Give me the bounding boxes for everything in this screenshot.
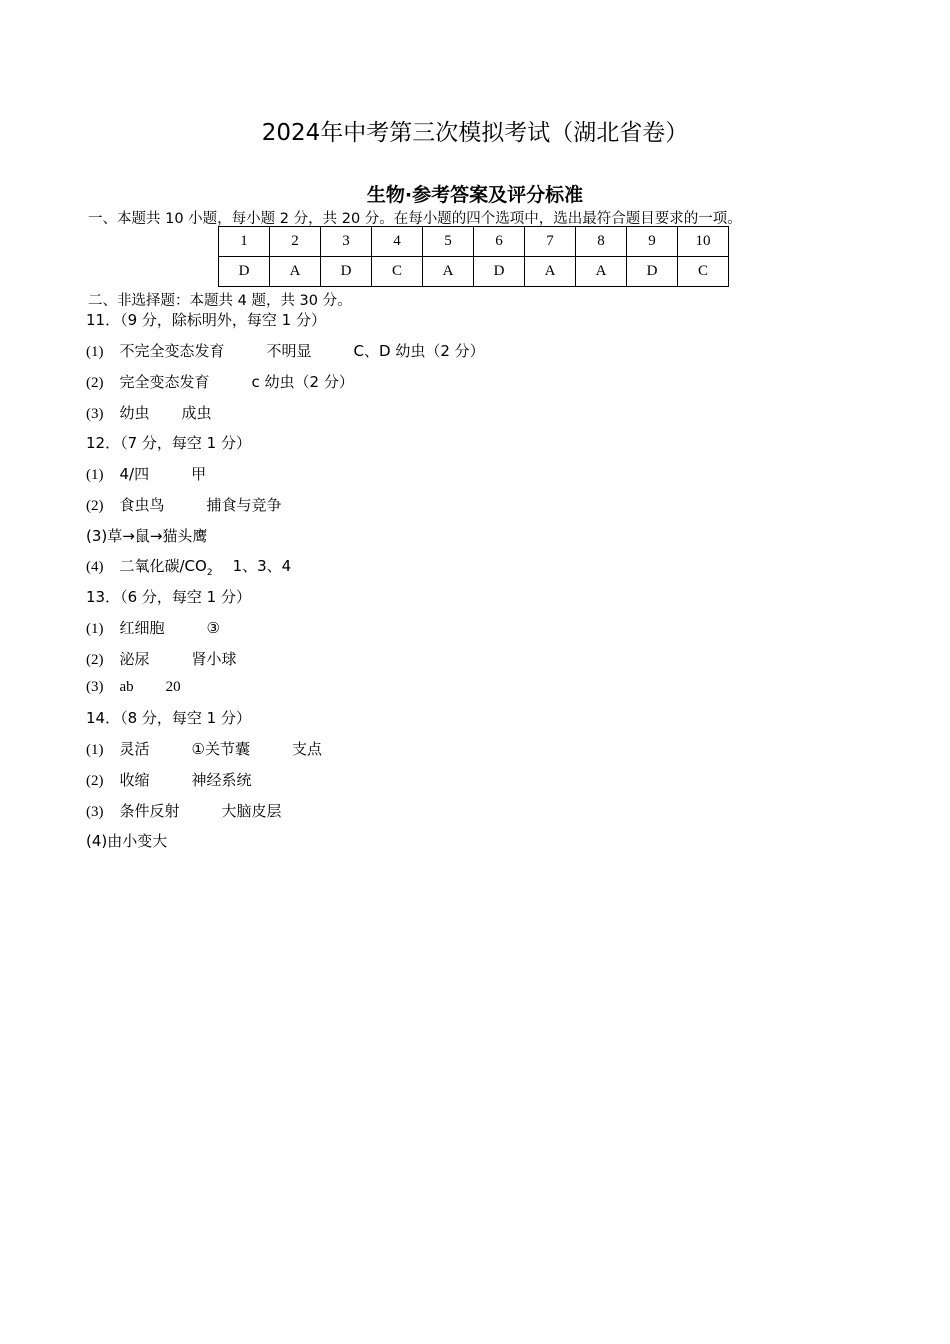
answer-text: 支点 (291, 740, 322, 758)
answer-text: 成虫 (181, 404, 212, 422)
answer-table-number-row (219, 227, 729, 257)
answer-text: 红细胞 (119, 619, 165, 637)
part-label: (4) (86, 559, 104, 575)
answer-text: 捕食与竞争 (206, 496, 282, 514)
answer-table (218, 226, 729, 287)
answer-text: 二氧化碳/CO (119, 557, 207, 575)
answer-cell: A (270, 257, 321, 287)
answer-cell: C (372, 257, 423, 287)
part-label: (3) (86, 679, 104, 695)
part-label: (3) (86, 406, 104, 422)
question-number-cell: 5 (423, 227, 474, 257)
q12-part1 (86, 463, 206, 484)
q13-part2 (86, 648, 237, 669)
question-number-cell: 9 (627, 227, 678, 257)
section1-heading: 一、本题共 10 小题，每小题 2 分，共 20 分。在每小题的四个选项中，选出最符合题目要求的一项。 (88, 211, 742, 227)
q11-part3 (86, 402, 212, 423)
answer-cell: A (423, 257, 474, 287)
answer-text: 甲 (191, 465, 207, 483)
question-number-cell: 10 (678, 227, 729, 257)
section2-heading: 二、非选择题：本题共 4 题，共 30 分。 (88, 293, 352, 309)
answer-text: 食虫鸟 (119, 496, 165, 514)
part-label: (2) (86, 652, 104, 668)
answer-text: 不完全变态发育 (119, 342, 225, 360)
question-number-cell: 1 (219, 227, 270, 257)
answer-text: 灵活 (119, 740, 150, 758)
part-label: (2) (86, 498, 104, 514)
question-number-cell: 7 (525, 227, 576, 257)
answer-text: C、D 幼虫（2 分） (353, 342, 485, 360)
answer-text: 条件反射 (119, 802, 180, 820)
answer-text: 不明显 (266, 342, 312, 360)
q13-part1 (86, 617, 220, 638)
answer-text: 幼虫 (119, 404, 150, 422)
part-label: (2) (86, 773, 104, 789)
q11-header: 11．（9 分，除标明外，每空 1 分） (86, 311, 326, 329)
question-number-cell: 2 (270, 227, 321, 257)
answer-text: 完全变态发育 (119, 373, 210, 391)
q11-part2 (86, 371, 354, 392)
answer-cell: A (576, 257, 627, 287)
q11-part1 (86, 340, 485, 361)
page-subtitle: 生物·参考答案及评分标准 (366, 184, 584, 206)
question-number-cell: 6 (474, 227, 525, 257)
answer-text: 泌尿 (119, 650, 150, 668)
answer-text: 4/四 (119, 465, 150, 483)
answer-cell: D (474, 257, 525, 287)
page-title: 2024年中考第三次模拟考试（湖北省卷） (261, 120, 689, 146)
answer-cell: A (525, 257, 576, 287)
answer-text: ab (119, 679, 134, 695)
part-label: (3) (86, 804, 104, 820)
q13-part3 (86, 677, 181, 696)
answer-text: ③ (206, 619, 220, 637)
answer-table-answer-row (219, 257, 729, 287)
answer-text: 收缩 (119, 771, 150, 789)
answer-text: ①关节囊 (191, 740, 250, 758)
q12-part2 (86, 494, 282, 515)
q14-part2 (86, 769, 252, 790)
question-number-cell: 3 (321, 227, 372, 257)
answer-text: 肾小球 (191, 650, 237, 668)
answer-cell: D (219, 257, 270, 287)
q14-part1 (86, 738, 322, 759)
subscript: 2 (206, 568, 213, 578)
q12-part3: (3)草→鼠→猫头鹰 (86, 527, 208, 545)
answer-text: 大脑皮层 (221, 802, 282, 820)
question-number-cell: 8 (576, 227, 627, 257)
answer-cell: D (321, 257, 372, 287)
part-label: (2) (86, 375, 104, 391)
q14-part4: (4)由小变大 (86, 832, 168, 850)
answer-text: 神经系统 (191, 771, 252, 789)
q12-part4 (86, 555, 291, 578)
q12-header: 12．（7 分，每空 1 分） (86, 434, 251, 452)
q14-part3 (86, 800, 282, 821)
answer-text: c 幼虫（2 分） (251, 373, 354, 391)
part-label: (1) (86, 621, 104, 637)
answer-cell: C (678, 257, 729, 287)
q14-header: 14．（8 分，每空 1 分） (86, 709, 251, 727)
part-label: (1) (86, 344, 104, 360)
q13-header: 13．（6 分，每空 1 分） (86, 588, 251, 606)
answer-text: 1、3、4 (232, 557, 292, 575)
part-label: (1) (86, 467, 104, 483)
answer-text: 20 (165, 679, 181, 695)
question-number-cell: 4 (372, 227, 423, 257)
part-label: (1) (86, 742, 104, 758)
answer-cell: D (627, 257, 678, 287)
